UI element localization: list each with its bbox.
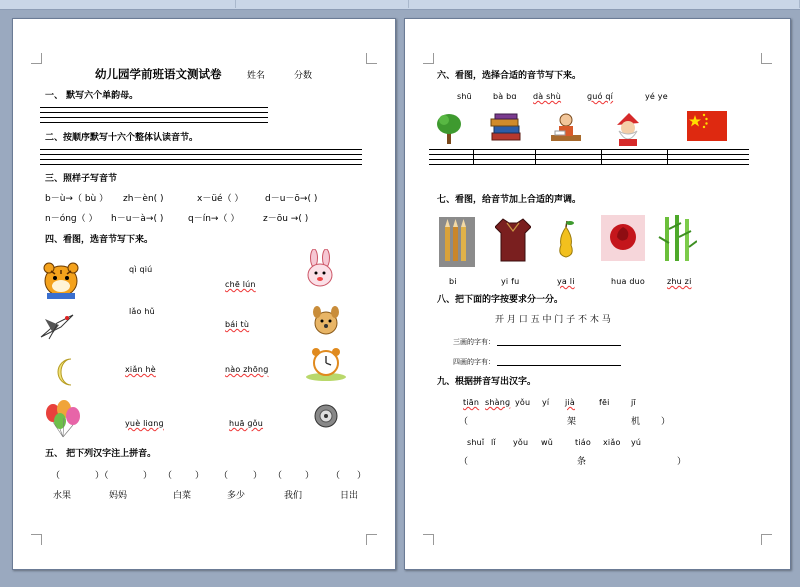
paren: （ [163,471,173,481]
page-title: 幼儿园学前班语文测试卷 [95,67,222,81]
char-list: 开 月 口 五 中 门 子 不 木 马 [495,315,611,325]
hanzi: 机 [631,417,641,427]
hanzi-word: 水果 [53,491,72,501]
crane-icon [39,311,75,341]
syllable: jī [631,398,636,407]
syllable: shànɡ [485,398,511,407]
books-icon [489,113,523,143]
syllable: yé ye [645,92,668,101]
dog-icon [311,302,341,336]
syllable: yú [631,438,642,447]
syllable: hua duo [611,277,646,286]
document-page-1[interactable] [12,18,396,570]
score-label: 分数 [294,71,313,81]
q3-item: b－ù→（ bù ） [45,194,109,204]
paren: （ [273,471,283,481]
three-stroke-label: 三画的字有： [453,338,495,346]
syllable: lǐ [491,438,496,447]
paren: （ [459,457,469,467]
syllable: wǔ [541,438,554,447]
question-2: 二、按顺序默写十六个整体认读音节。 [45,133,199,143]
q3-item: h－u－à→( ) [111,214,164,224]
four-stroke-label: 四画的字有： [453,358,495,366]
bamboo-icon [657,213,697,263]
syllable: tiáo [575,438,591,447]
syllable: nào zhōnɡ [225,365,269,374]
moon-icon [53,357,79,387]
q3-item: z－ōu →( ) [263,214,309,224]
wheel-icon [313,402,339,430]
q3-item: q－ín→（ ） [188,214,240,224]
syllable: fēi [599,398,610,407]
paren: ） [195,471,205,481]
balloons-icon [43,399,83,439]
paren: ） [677,457,687,467]
syllable: yǒu [513,438,529,447]
name-label: 姓名 [247,71,266,81]
syllable: jià [565,398,575,407]
alarm-clock-icon [305,347,347,381]
syllable: yí [542,398,550,407]
paren: （ [459,417,469,427]
question-4: 四、看图，选音节写下来。 [45,235,154,245]
syllable: yuè liɑnɡ [125,419,164,428]
paren: ） [305,471,315,481]
flower-icon [601,215,645,261]
syllable: yi fu [501,277,520,286]
paren: （ [51,471,61,481]
paren: ）（ [95,471,109,481]
syllable: zhu zi [667,277,692,286]
q3-item: n－ónɡ（ ） [45,214,98,224]
hanzi-word: 多少 [227,491,246,501]
syllable: tiān [463,398,480,407]
national-flag-icon [687,111,727,141]
document-page-2[interactable] [404,18,791,570]
question-6: 六、看图，选择合适的音节写下来。 [437,71,582,81]
clothes-icon [495,217,531,263]
hanzi-word: 妈妈 [109,491,128,501]
question-9: 九、根据拼音写出汉字。 [437,377,537,387]
syllable: shuǐ [467,438,485,447]
tree-icon [435,111,463,145]
q3-item: d－u－ō→( ) [265,194,318,204]
hanzi-word: 我们 [284,491,303,501]
dad-icon [549,111,583,145]
paren: （ [219,471,229,481]
syllable: yǒu [515,398,531,407]
syllable: xiǎo [603,438,621,447]
syllable: dà shù [533,92,562,101]
hanzi-word: 日出 [340,491,359,501]
ruler-bar [0,0,800,10]
syllable: shū [457,92,472,101]
syllable: bi [449,277,457,286]
syllable: ya li [557,277,575,286]
syllable: chē lún [225,280,256,289]
syllable: qì qiú [129,265,153,274]
syllable: ɡuó qí [587,92,614,101]
syllable: xiǎn hè [125,365,156,374]
syllable: lǎo hǔ [129,307,155,316]
q3-item: zh－èn( ) [123,194,164,204]
question-8: 八、把下面的字按要求分一分。 [437,295,564,305]
syllable: bà bɑ [493,92,517,101]
paren: （ [331,471,341,481]
q3-item: x－üé（ ） [197,194,244,204]
grandpa-icon [611,111,645,147]
pear-icon [553,219,579,259]
syllable: bái tù [225,320,250,329]
paren: ） [357,471,367,481]
rabbit-icon [303,249,337,289]
pencils-icon [439,217,475,267]
question-5: 五、 把下列汉字注上拼音。 [45,449,157,459]
question-3: 三、照样子写音节 [45,174,118,184]
paren: ） [661,417,671,427]
hanzi-word: 白菜 [173,491,192,501]
paren: ） [253,471,263,481]
hanzi: 架 [567,417,577,427]
question-1: 一、 默写六个单韵母。 [45,91,139,101]
paren: ） [143,471,153,481]
hanzi: 条 [577,457,587,467]
question-7: 七、看图，给音节加上合适的声调。 [437,195,582,205]
syllable: huā ɡǒu [229,419,264,428]
tiger-icon [39,257,83,301]
